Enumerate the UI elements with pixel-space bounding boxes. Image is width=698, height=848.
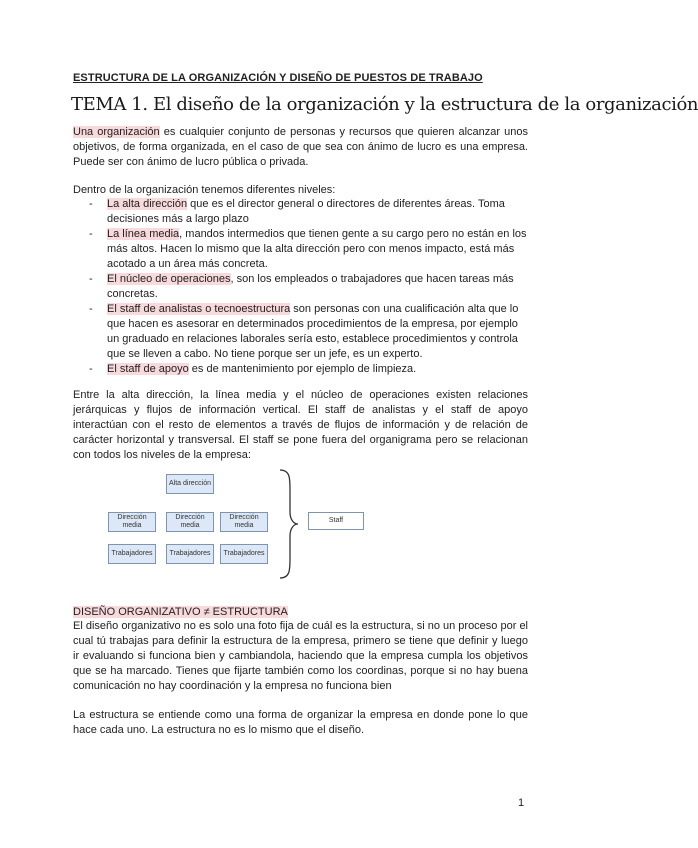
relations-paragraph: Entre la alta dirección, la línea media y el núcleo de operaciones existen relaciones jerárquicas y flujos de información vertical. El staff de analistas y el staff de apoyo interactúan con el resto de elementos a través de flujos de información y de relación de carácter horizontal y transversal. El staff se pone fuera del organigrama pero se relacionan con todos los niveles de la empresa: — [73, 389, 528, 461]
levels-intro: Dentro de la organización tenemos diferentes niveles: — [73, 184, 336, 196]
box-direccion-media: Dirección media — [220, 512, 268, 532]
level-term: La alta dirección — [107, 198, 188, 210]
level-text: que es el director general o directores de diferentes áreas. Toma decisiones más a largo plazo — [107, 198, 505, 225]
section-heading: DISEÑO ORGANIZATIVO ≠ ESTRUCTURA — [73, 606, 288, 618]
level-term: La línea media — [107, 228, 180, 240]
list-item — [73, 302, 528, 362]
org-diagram — [108, 468, 378, 580]
list-item — [73, 362, 528, 377]
box-trabajadores: Trabajadores — [220, 544, 268, 564]
box-trabajadores: Trabajadores — [108, 544, 156, 564]
curly-brace-icon — [276, 468, 300, 580]
list-dash: - — [89, 303, 93, 315]
level-text: es de mantenimiento por ejemplo de limpieza. — [188, 363, 417, 375]
page-title: TEMA 1. El diseño de la organización y la estructura de la organización — [71, 94, 698, 115]
list-item — [73, 227, 528, 272]
box-alta-direccion: Alta dirección — [166, 474, 214, 494]
list-dash: - — [89, 228, 93, 240]
level-term: El staff de analistas o tecnoestructura — [107, 303, 291, 315]
level-text: , son los empleados o trabajadores que hacen tareas más concretas. — [107, 273, 514, 300]
level-text: son personas con una cualificación alta que lo que hacen es asesorar en determinados procedimientos de la empresa, por ejemplo un graduado en relaciones laborales sería esto, establece procedimientos y controla que se lleven a cabo. No tiene porque ser un jefe, es un experto. — [107, 303, 519, 360]
page-number: 1 — [518, 797, 525, 809]
levels-list — [73, 197, 528, 377]
list-dash: - — [89, 273, 93, 285]
list-dash: - — [89, 198, 93, 210]
structure-paragraph: La estructura se entiende como una forma de organizar la empresa en donde pone lo que hace cada uno. La estructura no es lo mismo que el diseño. — [73, 709, 528, 736]
level-text: , mandos intermedios que tienen gente a su cargo pero no están en los más altos. Hacen lo mismo que la alta dirección pero con menos impacto, está más acotado a un área más concreta. — [107, 228, 527, 270]
list-item — [73, 197, 528, 227]
box-staff: Staff — [308, 512, 364, 530]
intro-text: es cualquier conjunto de personas y recursos que quieren alcanzar unos objetivos, de forma organizada, en el caso de que sea con ánimo de lucro es una empresa. Puede ser con ánimo de lucro pública o privada. — [73, 126, 528, 168]
level-term: El staff de apoyo — [107, 363, 189, 375]
list-item — [73, 272, 528, 302]
box-direccion-media: Dirección media — [166, 512, 214, 532]
intro-highlight: Una organización — [73, 126, 160, 138]
intro-paragraph — [73, 125, 528, 170]
box-direccion-media: Dirección media — [108, 512, 156, 532]
level-term: El núcleo de operaciones — [107, 273, 231, 285]
list-dash: - — [89, 363, 93, 375]
document-header: ESTRUCTURA DE LA ORGANIZACIÓN Y DISEÑO DE PUESTOS DE TRABAJO — [73, 72, 483, 84]
box-trabajadores: Trabajadores — [166, 544, 214, 564]
design-paragraph: El diseño organizativo no es solo una foto fija de cuál es la estructura, si no un proceso por el cual tú trabajas para definir la estructura de la empresa, primero se tiene que definir y luego ir evaluando si funciona bien y cambiandola, haciendo que la empresa cumpla los objetivos que se ha marcado. Tienes que fijarte también como los coordinas, porque si no hay buena comunicación no hay coordinación y la empresa no funciona bien — [73, 620, 528, 692]
